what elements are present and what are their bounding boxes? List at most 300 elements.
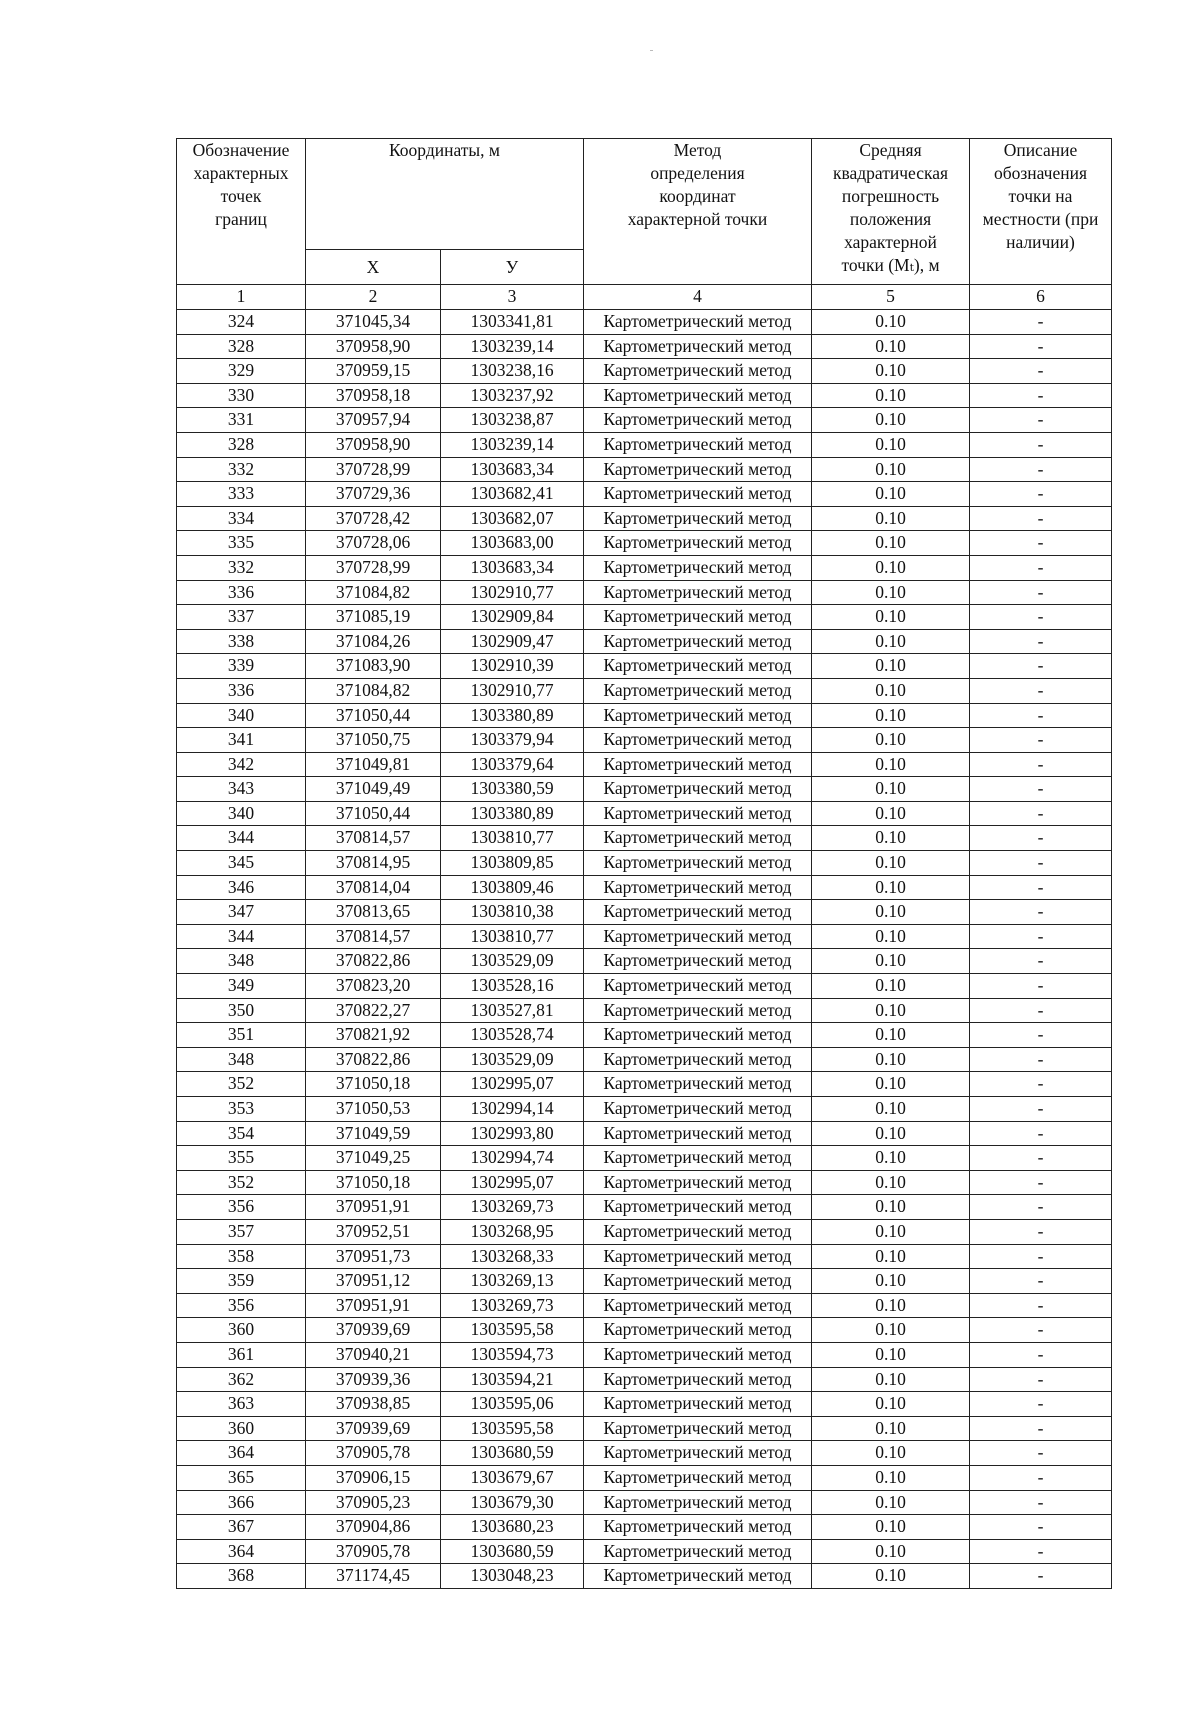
x-coordinate-cell: 371049,81 — [306, 752, 441, 777]
description-cell: - — [970, 310, 1112, 335]
y-coordinate-cell: 1303380,59 — [441, 777, 584, 802]
column-number: 3 — [441, 285, 584, 310]
description-cell: - — [970, 580, 1112, 605]
mean-error-cell: 0.10 — [812, 506, 970, 531]
mean-error-cell: 0.10 — [812, 1392, 970, 1417]
table-row — [177, 998, 1112, 1023]
method-cell: Картометрический метод — [584, 1293, 812, 1318]
x-coordinate-cell: 370728,99 — [306, 457, 441, 482]
table-row — [177, 1023, 1112, 1048]
table-row — [177, 1293, 1112, 1318]
table-row — [177, 1465, 1112, 1490]
point-id-cell: 363 — [177, 1392, 306, 1417]
point-id-cell: 359 — [177, 1269, 306, 1294]
boundary-points-table — [176, 138, 1112, 1589]
x-coordinate-cell: 371049,25 — [306, 1146, 441, 1171]
description-cell: - — [970, 752, 1112, 777]
y-coordinate-cell: 1303268,95 — [441, 1219, 584, 1244]
point-id-cell: 346 — [177, 875, 306, 900]
method-cell: Картометрический метод — [584, 383, 812, 408]
point-id-cell: 338 — [177, 629, 306, 654]
mean-error-cell: 0.10 — [812, 580, 970, 605]
method-cell: Картометрический метод — [584, 1515, 812, 1540]
method-cell: Картометрический метод — [584, 1318, 812, 1343]
y-coordinate-cell: 1303680,59 — [441, 1539, 584, 1564]
point-id-cell: 341 — [177, 728, 306, 753]
method-cell: Картометрический метод — [584, 1072, 812, 1097]
y-coordinate-cell: 1303683,00 — [441, 531, 584, 556]
mean-error-cell: 0.10 — [812, 1342, 970, 1367]
y-coordinate-cell: 1303810,77 — [441, 924, 584, 949]
y-coordinate-cell: 1303680,23 — [441, 1515, 584, 1540]
method-cell: Картометрический метод — [584, 1367, 812, 1392]
method-cell: Картометрический метод — [584, 1170, 812, 1195]
mean-error-cell: 0.10 — [812, 924, 970, 949]
table-row — [177, 555, 1112, 580]
table-row — [177, 1195, 1112, 1220]
method-cell: Картометрический метод — [584, 310, 812, 335]
description-cell: - — [970, 1318, 1112, 1343]
y-coordinate-cell: 1303683,34 — [441, 457, 584, 482]
table-row — [177, 1564, 1112, 1589]
y-coordinate-cell: 1303379,94 — [441, 728, 584, 753]
table-row — [177, 1392, 1112, 1417]
description-cell: - — [970, 777, 1112, 802]
header-x: X — [306, 250, 441, 285]
point-id-cell: 352 — [177, 1072, 306, 1097]
column-number: 5 — [812, 285, 970, 310]
description-cell: - — [970, 1244, 1112, 1269]
method-cell: Картометрический метод — [584, 900, 812, 925]
table-row — [177, 1244, 1112, 1269]
point-id-cell: 353 — [177, 1097, 306, 1122]
y-coordinate-cell: 1303594,21 — [441, 1367, 584, 1392]
description-cell: - — [970, 1465, 1112, 1490]
y-coordinate-cell: 1303528,16 — [441, 974, 584, 999]
table-row — [177, 1047, 1112, 1072]
description-cell: - — [970, 1121, 1112, 1146]
method-cell: Картометрический метод — [584, 1244, 812, 1269]
y-coordinate-cell: 1302909,47 — [441, 629, 584, 654]
description-cell: - — [970, 1293, 1112, 1318]
table-row — [177, 728, 1112, 753]
mean-error-cell: 0.10 — [812, 383, 970, 408]
y-coordinate-cell: 1303527,81 — [441, 998, 584, 1023]
point-id-cell: 362 — [177, 1367, 306, 1392]
mean-error-cell: 0.10 — [812, 1121, 970, 1146]
table-row — [177, 1318, 1112, 1343]
point-id-cell: 332 — [177, 555, 306, 580]
method-cell: Картометрический метод — [584, 752, 812, 777]
table-row — [177, 383, 1112, 408]
x-coordinate-cell: 370959,15 — [306, 359, 441, 384]
description-cell: - — [970, 1539, 1112, 1564]
method-cell: Картометрический метод — [584, 531, 812, 556]
point-id-cell: 345 — [177, 851, 306, 876]
method-cell: Картометрический метод — [584, 1416, 812, 1441]
mean-error-cell: 0.10 — [812, 1416, 970, 1441]
table-row — [177, 826, 1112, 851]
description-cell: - — [970, 605, 1112, 630]
mean-error-cell: 0.10 — [812, 703, 970, 728]
method-cell: Картометрический метод — [584, 605, 812, 630]
description-cell: - — [970, 998, 1112, 1023]
table-row — [177, 924, 1112, 949]
y-coordinate-cell: 1303810,77 — [441, 826, 584, 851]
mean-error-cell: 0.10 — [812, 728, 970, 753]
x-coordinate-cell: 370939,69 — [306, 1318, 441, 1343]
x-coordinate-cell: 371085,19 — [306, 605, 441, 630]
x-coordinate-cell: 370729,36 — [306, 482, 441, 507]
y-coordinate-cell: 1303238,16 — [441, 359, 584, 384]
point-id-cell: 328 — [177, 334, 306, 359]
method-cell: Картометрический метод — [584, 1023, 812, 1048]
header-description: Описание обозначения точки на местности (при наличии) — [970, 139, 1112, 285]
x-coordinate-cell: 370951,12 — [306, 1269, 441, 1294]
mean-error-cell: 0.10 — [812, 310, 970, 335]
description-cell: - — [970, 654, 1112, 679]
table-row — [177, 457, 1112, 482]
y-coordinate-cell: 1303679,30 — [441, 1490, 584, 1515]
mean-error-cell: 0.10 — [812, 826, 970, 851]
description-cell: - — [970, 432, 1112, 457]
table-row — [177, 1219, 1112, 1244]
method-cell: Картометрический метод — [584, 974, 812, 999]
y-coordinate-cell: 1303679,67 — [441, 1465, 584, 1490]
method-cell: Картометрический метод — [584, 1219, 812, 1244]
description-cell: - — [970, 1416, 1112, 1441]
mean-error-cell: 0.10 — [812, 1023, 970, 1048]
x-coordinate-cell: 370939,69 — [306, 1416, 441, 1441]
x-coordinate-cell: 371050,44 — [306, 703, 441, 728]
method-cell: Картометрический метод — [584, 629, 812, 654]
description-cell: - — [970, 1072, 1112, 1097]
x-coordinate-cell: 370939,36 — [306, 1367, 441, 1392]
y-coordinate-cell: 1303682,07 — [441, 506, 584, 531]
table-row — [177, 310, 1112, 335]
x-coordinate-cell: 370814,04 — [306, 875, 441, 900]
point-id-cell: 352 — [177, 1170, 306, 1195]
mean-error-cell: 0.10 — [812, 1465, 970, 1490]
point-id-cell: 328 — [177, 432, 306, 457]
mean-error-cell: 0.10 — [812, 432, 970, 457]
description-cell: - — [970, 801, 1112, 826]
method-cell: Картометрический метод — [584, 1564, 812, 1589]
point-id-cell: 337 — [177, 605, 306, 630]
method-cell: Картометрический метод — [584, 432, 812, 457]
method-cell: Картометрический метод — [584, 875, 812, 900]
point-id-cell: 336 — [177, 678, 306, 703]
x-coordinate-cell: 370958,18 — [306, 383, 441, 408]
table-row — [177, 1515, 1112, 1540]
description-cell: - — [970, 1515, 1112, 1540]
table-row — [177, 678, 1112, 703]
x-coordinate-cell: 371045,34 — [306, 310, 441, 335]
method-cell: Картометрический метод — [584, 334, 812, 359]
column-numbers-row — [177, 285, 1112, 310]
mean-error-cell: 0.10 — [812, 457, 970, 482]
y-coordinate-cell: 1303048,23 — [441, 1564, 584, 1589]
description-cell: - — [970, 1170, 1112, 1195]
point-id-cell: 364 — [177, 1441, 306, 1466]
method-cell: Картометрический метод — [584, 949, 812, 974]
mean-error-cell: 0.10 — [812, 629, 970, 654]
x-coordinate-cell: 371049,59 — [306, 1121, 441, 1146]
x-coordinate-cell: 371084,82 — [306, 580, 441, 605]
description-cell: - — [970, 531, 1112, 556]
point-id-cell: 364 — [177, 1539, 306, 1564]
description-cell: - — [970, 457, 1112, 482]
method-cell: Картометрический метод — [584, 1195, 812, 1220]
header-coordinates: Координаты, м — [306, 139, 584, 250]
mean-error-cell: 0.10 — [812, 1564, 970, 1589]
description-cell: - — [970, 1367, 1112, 1392]
mean-error-cell: 0.10 — [812, 1219, 970, 1244]
mean-error-cell: 0.10 — [812, 752, 970, 777]
table-row — [177, 1170, 1112, 1195]
point-id-cell: 368 — [177, 1564, 306, 1589]
description-cell: - — [970, 875, 1112, 900]
mean-error-cell: 0.10 — [812, 1170, 970, 1195]
method-cell: Картометрический метод — [584, 1121, 812, 1146]
point-id-cell: 351 — [177, 1023, 306, 1048]
description-cell: - — [970, 949, 1112, 974]
x-coordinate-cell: 371050,18 — [306, 1072, 441, 1097]
mean-error-cell: 0.10 — [812, 654, 970, 679]
point-id-cell: 324 — [177, 310, 306, 335]
description-cell: - — [970, 1195, 1112, 1220]
x-coordinate-cell: 371049,49 — [306, 777, 441, 802]
table-row — [177, 408, 1112, 433]
mean-error-cell: 0.10 — [812, 1490, 970, 1515]
mean-error-cell: 0.10 — [812, 334, 970, 359]
description-cell: - — [970, 1023, 1112, 1048]
y-coordinate-cell: 1303683,34 — [441, 555, 584, 580]
mean-error-cell: 0.10 — [812, 949, 970, 974]
mean-error-cell: 0.10 — [812, 1367, 970, 1392]
y-coordinate-cell: 1303239,14 — [441, 334, 584, 359]
column-number: 4 — [584, 285, 812, 310]
mean-error-cell: 0.10 — [812, 1097, 970, 1122]
mean-error-cell: 0.10 — [812, 875, 970, 900]
table-row — [177, 1490, 1112, 1515]
y-coordinate-cell: 1303379,64 — [441, 752, 584, 777]
table-row — [177, 1097, 1112, 1122]
method-cell: Картометрический метод — [584, 826, 812, 851]
method-cell: Картометрический метод — [584, 851, 812, 876]
description-cell: - — [970, 1490, 1112, 1515]
y-coordinate-cell: 1303529,09 — [441, 1047, 584, 1072]
description-cell: - — [970, 1441, 1112, 1466]
point-id-cell: 355 — [177, 1146, 306, 1171]
method-cell: Картометрический метод — [584, 1097, 812, 1122]
x-coordinate-cell: 370938,85 — [306, 1392, 441, 1417]
mean-error-cell: 0.10 — [812, 678, 970, 703]
mean-error-cell: 0.10 — [812, 605, 970, 630]
description-cell: - — [970, 678, 1112, 703]
mean-error-cell: 0.10 — [812, 1072, 970, 1097]
x-coordinate-cell: 370906,15 — [306, 1465, 441, 1490]
x-coordinate-cell: 371084,82 — [306, 678, 441, 703]
table-row — [177, 1539, 1112, 1564]
x-coordinate-cell: 370822,86 — [306, 949, 441, 974]
x-coordinate-cell: 370958,90 — [306, 334, 441, 359]
y-coordinate-cell: 1303595,58 — [441, 1416, 584, 1441]
point-id-cell: 332 — [177, 457, 306, 482]
x-coordinate-cell: 370822,86 — [306, 1047, 441, 1072]
table-row — [177, 1416, 1112, 1441]
mean-error-cell: 0.10 — [812, 900, 970, 925]
header-point-designation: Обозначение характерных точек границ — [177, 139, 306, 285]
x-coordinate-cell: 371083,90 — [306, 654, 441, 679]
table-row — [177, 1072, 1112, 1097]
point-id-cell: 367 — [177, 1515, 306, 1540]
table-body — [177, 310, 1112, 1589]
method-cell: Картометрический метод — [584, 998, 812, 1023]
method-cell: Картометрический метод — [584, 482, 812, 507]
x-coordinate-cell: 370951,91 — [306, 1195, 441, 1220]
x-coordinate-cell: 370905,78 — [306, 1539, 441, 1564]
table-row — [177, 703, 1112, 728]
x-coordinate-cell: 370821,92 — [306, 1023, 441, 1048]
y-coordinate-cell: 1302995,07 — [441, 1072, 584, 1097]
column-number: 1 — [177, 285, 306, 310]
method-cell: Картометрический метод — [584, 457, 812, 482]
y-coordinate-cell: 1302995,07 — [441, 1170, 584, 1195]
method-cell: Картометрический метод — [584, 1465, 812, 1490]
method-cell: Картометрический метод — [584, 678, 812, 703]
point-id-cell: 365 — [177, 1465, 306, 1490]
mean-error-cell: 0.10 — [812, 1441, 970, 1466]
x-coordinate-cell: 370728,99 — [306, 555, 441, 580]
point-id-cell: 360 — [177, 1416, 306, 1441]
mean-error-cell: 0.10 — [812, 1269, 970, 1294]
point-id-cell: 366 — [177, 1490, 306, 1515]
description-cell: - — [970, 629, 1112, 654]
description-cell: - — [970, 1342, 1112, 1367]
y-coordinate-cell: 1303239,14 — [441, 432, 584, 457]
method-cell: Картометрический метод — [584, 580, 812, 605]
method-cell: Картометрический метод — [584, 1047, 812, 1072]
x-coordinate-cell: 370957,94 — [306, 408, 441, 433]
x-coordinate-cell: 370952,51 — [306, 1219, 441, 1244]
method-cell: Картометрический метод — [584, 1490, 812, 1515]
mean-error-cell: 0.10 — [812, 1293, 970, 1318]
mean-error-cell: 0.10 — [812, 408, 970, 433]
method-cell: Картометрический метод — [584, 1392, 812, 1417]
method-cell: Картометрический метод — [584, 359, 812, 384]
x-coordinate-cell: 370905,78 — [306, 1441, 441, 1466]
y-coordinate-cell: 1302994,14 — [441, 1097, 584, 1122]
mean-error-cell: 0.10 — [812, 1047, 970, 1072]
y-coordinate-cell: 1303268,33 — [441, 1244, 584, 1269]
mean-error-cell: 0.10 — [812, 531, 970, 556]
y-coordinate-cell: 1303380,89 — [441, 801, 584, 826]
y-coordinate-cell: 1303237,92 — [441, 383, 584, 408]
description-cell: - — [970, 1219, 1112, 1244]
point-id-cell: 342 — [177, 752, 306, 777]
table-row — [177, 1269, 1112, 1294]
description-cell: - — [970, 1097, 1112, 1122]
y-coordinate-cell: 1303595,06 — [441, 1392, 584, 1417]
description-cell: - — [970, 506, 1112, 531]
y-coordinate-cell: 1303528,74 — [441, 1023, 584, 1048]
table-row — [177, 777, 1112, 802]
point-id-cell: 340 — [177, 801, 306, 826]
description-cell: - — [970, 924, 1112, 949]
method-cell: Картометрический метод — [584, 506, 812, 531]
point-id-cell: 360 — [177, 1318, 306, 1343]
y-coordinate-cell: 1303529,09 — [441, 949, 584, 974]
point-id-cell: 344 — [177, 826, 306, 851]
point-id-cell: 350 — [177, 998, 306, 1023]
table-row — [177, 752, 1112, 777]
table-row — [177, 334, 1112, 359]
description-cell: - — [970, 383, 1112, 408]
y-coordinate-cell: 1303269,13 — [441, 1269, 584, 1294]
point-id-cell: 354 — [177, 1121, 306, 1146]
table-row — [177, 1342, 1112, 1367]
mean-error-cell: 0.10 — [812, 1195, 970, 1220]
point-id-cell: 358 — [177, 1244, 306, 1269]
column-number: 6 — [970, 285, 1112, 310]
table-row — [177, 900, 1112, 925]
description-cell: - — [970, 359, 1112, 384]
description-cell: - — [970, 851, 1112, 876]
method-cell: Картометрический метод — [584, 703, 812, 728]
point-id-cell: 348 — [177, 949, 306, 974]
description-cell: - — [970, 703, 1112, 728]
description-cell: - — [970, 1146, 1112, 1171]
x-coordinate-cell: 370728,42 — [306, 506, 441, 531]
description-cell: - — [970, 1392, 1112, 1417]
y-coordinate-cell: 1303682,41 — [441, 482, 584, 507]
x-coordinate-cell: 370822,27 — [306, 998, 441, 1023]
method-cell: Картометрический метод — [584, 728, 812, 753]
table-row — [177, 531, 1112, 556]
method-cell: Картометрический метод — [584, 555, 812, 580]
x-coordinate-cell: 371050,18 — [306, 1170, 441, 1195]
description-cell: - — [970, 826, 1112, 851]
mean-error-cell: 0.10 — [812, 998, 970, 1023]
point-id-cell: 344 — [177, 924, 306, 949]
mean-error-cell: 0.10 — [812, 1515, 970, 1540]
table-row — [177, 1441, 1112, 1466]
point-id-cell: 349 — [177, 974, 306, 999]
y-coordinate-cell: 1303269,73 — [441, 1293, 584, 1318]
x-coordinate-cell: 371174,45 — [306, 1564, 441, 1589]
x-coordinate-cell: 371050,53 — [306, 1097, 441, 1122]
description-cell: - — [970, 1269, 1112, 1294]
x-coordinate-cell: 370813,65 — [306, 900, 441, 925]
point-id-cell: 329 — [177, 359, 306, 384]
x-coordinate-cell: 370814,95 — [306, 851, 441, 876]
y-coordinate-cell: 1303238,87 — [441, 408, 584, 433]
point-id-cell: 361 — [177, 1342, 306, 1367]
x-coordinate-cell: 370814,57 — [306, 924, 441, 949]
y-coordinate-cell: 1303594,73 — [441, 1342, 584, 1367]
table-row — [177, 1367, 1112, 1392]
x-coordinate-cell: 370951,73 — [306, 1244, 441, 1269]
method-cell: Картометрический метод — [584, 408, 812, 433]
y-coordinate-cell: 1303269,73 — [441, 1195, 584, 1220]
point-id-cell: 330 — [177, 383, 306, 408]
method-cell: Картометрический метод — [584, 1269, 812, 1294]
description-cell: - — [970, 408, 1112, 433]
point-id-cell: 347 — [177, 900, 306, 925]
point-id-cell: 339 — [177, 654, 306, 679]
x-coordinate-cell: 370814,57 — [306, 826, 441, 851]
